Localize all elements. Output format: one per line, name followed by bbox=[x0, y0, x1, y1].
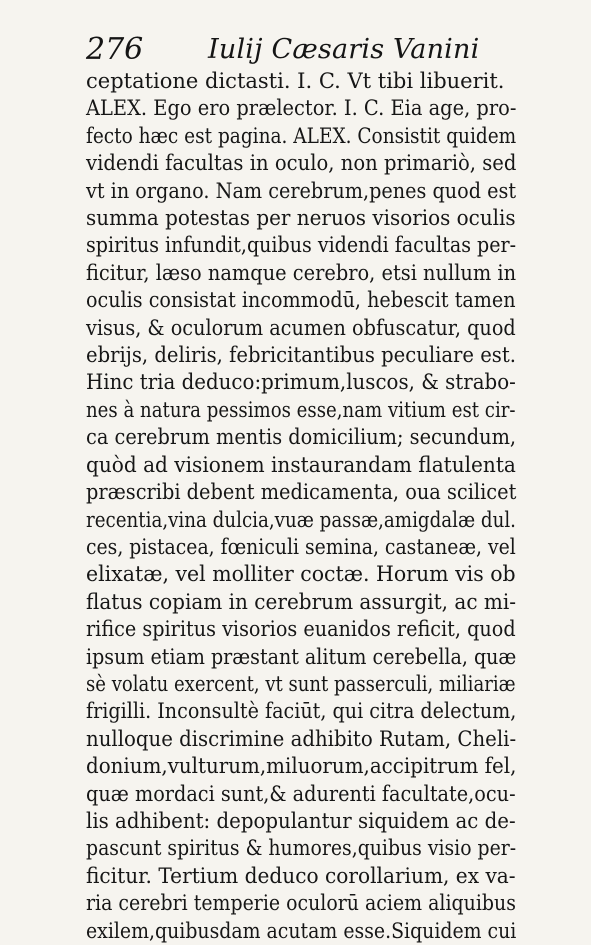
page-header bbox=[86, 30, 518, 70]
body-text bbox=[86, 68, 516, 945]
text-line: fecto hæc est pagina. ALEX. Consistit quidem bbox=[86, 123, 517, 148]
text-line: ficitur. Tertium deduco corollarium, ex va- bbox=[86, 863, 516, 888]
text-line: ceptatione dictasti. I. C. Vt tibi libuerit. bbox=[86, 69, 505, 93]
text-line: visus, & oculorum acumen obfuscatur, quod bbox=[86, 315, 516, 340]
text-line: Hinc tria deduco:primum,luscos, & strabo- bbox=[86, 370, 516, 395]
text-line: exilem,quibusdam acutam esse.Siquidem cui bbox=[86, 918, 517, 943]
text-line: summa potestas per neruos visorios oculis bbox=[86, 206, 516, 231]
text-line: ipsum etiam præstant alitum cerebella, quæ bbox=[86, 644, 517, 669]
text-line: vt in organo. Nam cerebrum,penes quod est bbox=[86, 178, 517, 203]
text-line: ficitur, læso namque cerebro, etsi nullum in bbox=[86, 260, 517, 285]
text-line: sè volatu exercent, vt sunt passerculi, miliariæ bbox=[86, 671, 516, 696]
text-line: recentia,vina dulcia,vuæ passæ,amigdalæ dul. bbox=[86, 507, 516, 532]
text-line: frigilli. Inconsultè faciūt, qui citra delectum, bbox=[86, 699, 517, 724]
running-head: Iulij Cæsaris Vanini bbox=[208, 34, 480, 65]
text-line: ria cerebri temperie oculorū aciem aliquibus bbox=[86, 891, 516, 916]
text-line: rifice spiritus visorios euanidos reficit, quod bbox=[86, 617, 516, 642]
text-line: videndi facultas in oculo, non primariò, sed bbox=[86, 151, 517, 176]
text-line: elixatæ, vel molliter coctæ. Horum vis ob bbox=[86, 562, 516, 587]
text-line: quòd ad visionem instaurandam flatulenta bbox=[86, 452, 516, 477]
text-line: præscribi debent medicamenta, oua scilicet bbox=[86, 480, 517, 505]
text-line: lis adhibent: depopulantur siquidem ac de- bbox=[86, 808, 516, 833]
text-line: ALEX. Ego ero prælector. I. C. Eia age, pro- bbox=[86, 96, 517, 121]
text-line: flatus copiam in cerebrum assurgit, ac mi- bbox=[86, 589, 517, 614]
text-line: ebrijs, deliris, febricitantibus peculiare est. bbox=[86, 343, 516, 368]
text-line: nulloque discrimine adhibito Rutam, Cheli- bbox=[86, 726, 517, 751]
text-line: oculis consistat incommodū, hebescit tamen bbox=[86, 288, 516, 313]
text-line: spiritus infundit,quibus videndi facultas per- bbox=[86, 233, 517, 258]
text-line: nes à natura pessimos esse,nam vitium est cir- bbox=[86, 397, 516, 422]
page-number: 276 bbox=[86, 32, 144, 67]
text-line: ces, pistacea, fœniculi semina, castaneæ, vel bbox=[86, 534, 516, 559]
text-line: pascunt spiritus & humores,quibus visio per- bbox=[86, 836, 517, 861]
text-line: quæ mordaci sunt,& adurenti facultate,ocu- bbox=[86, 781, 516, 806]
text-line: ca cerebrum mentis domicilium; secundum, bbox=[86, 425, 517, 450]
text-line: donium,vulturum,miluorum,accipitrum fel, bbox=[86, 754, 517, 779]
